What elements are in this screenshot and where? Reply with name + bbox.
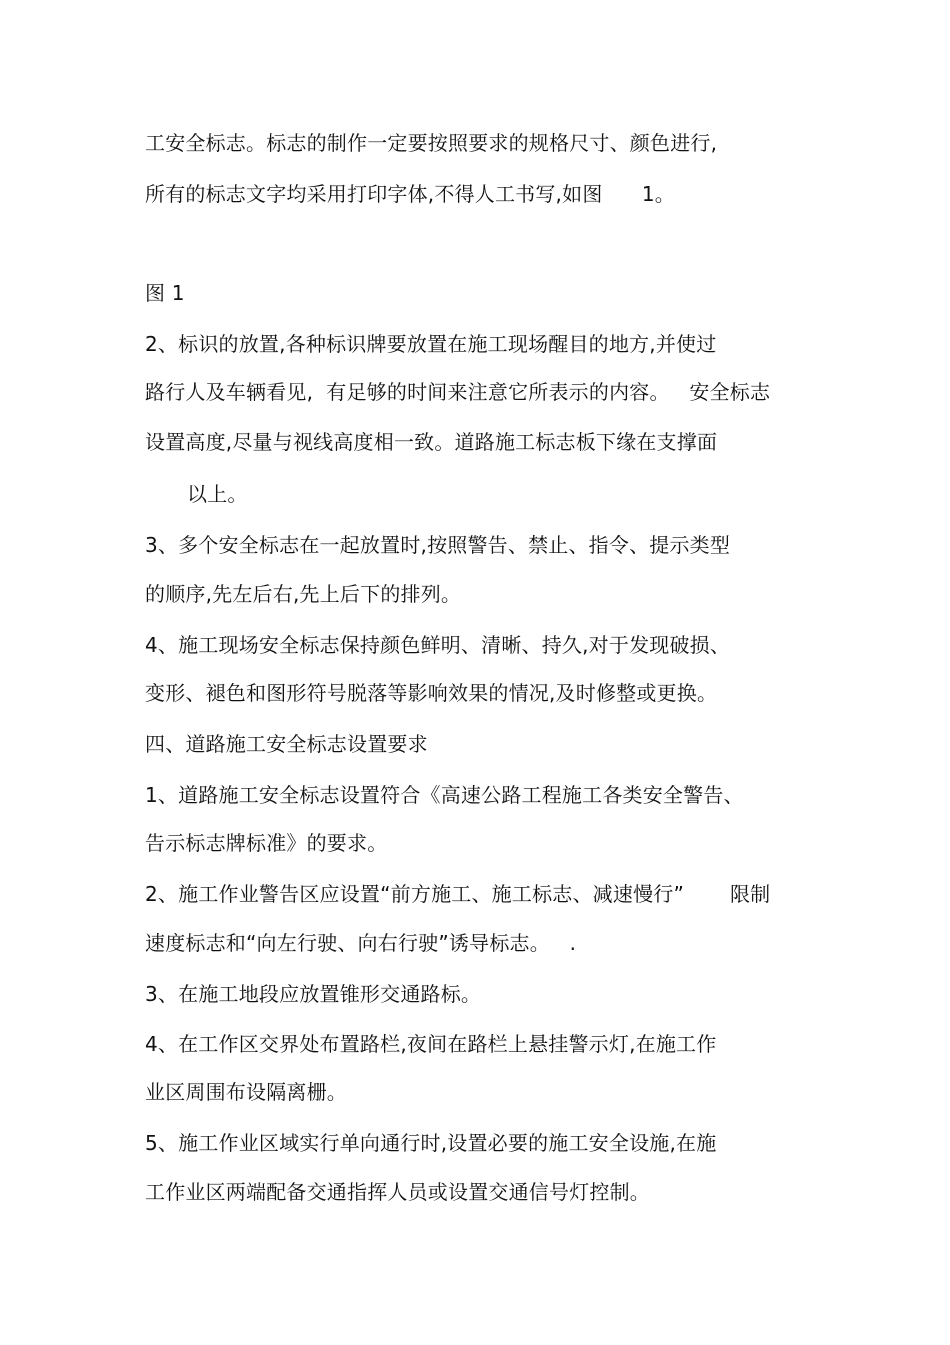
text-line: 5、施工作业区域实行单向通行时,设置必要的施工安全设施,在施 [145, 1131, 717, 1155]
text-line: 工安全标志。标志的制作一定要按照要求的规格尺寸、颜色进行, [145, 131, 718, 155]
text-line: 业区周围布设隔离栅。 [145, 1080, 347, 1104]
text-line: 设置高度,尽量与视线高度相一致。道路施工标志板下缘在支撑面 [145, 430, 718, 454]
text-line: 4、施工现场安全标志保持颜色鲜明、清晰、持久,对于发现破损、 [145, 633, 731, 657]
text-line: 速度标志和“向左行驶、向右行驶”诱导标志。 . [145, 931, 577, 955]
text-line: 所有的标志文字均采用打印字体,不得人工书写,如图 1。 [145, 182, 675, 206]
text-line: 变形、褪色和图形符号脱落等影响效果的情况,及时修整或更换。 [145, 681, 718, 705]
text-line: 2、标识的放置,各种标识牌要放置在施工现场醒目的地方,并使过 [145, 332, 717, 356]
text-line: 2、施工作业警告区应设置“前方施工、施工标志、减速慢行” 限制 [145, 882, 771, 906]
text-line: 告示标志牌标准》的要求。 [145, 831, 388, 855]
text-line: 的顺序,先左后右,先上后下的排列。 [145, 582, 462, 606]
text-line: 3、多个安全标志在一起放置时,按照警告、禁止、指令、提示类型 [145, 533, 731, 557]
text-line: 4、在工作区交界处布置路栏,夜间在路栏上悬挂警示灯,在施工作 [145, 1032, 717, 1056]
text-line: 路行人及车辆看见, 有足够的时间来注意它所表示的内容。 安全标志 [145, 380, 771, 404]
section-heading: 四、道路施工安全标志设置要求 [145, 732, 428, 756]
text-line: 工作业区两端配备交通指挥人员或设置交通信号灯控制。 [145, 1180, 650, 1204]
figure-caption: 图 1 [145, 281, 185, 305]
text-line: 以上。 [187, 482, 248, 506]
text-line: 3、在施工地段应放置锥形交通路标。 [145, 982, 482, 1006]
text-line: 1、道路施工安全标志设置符合《高速公路工程施工各类安全警告、 [145, 783, 744, 807]
